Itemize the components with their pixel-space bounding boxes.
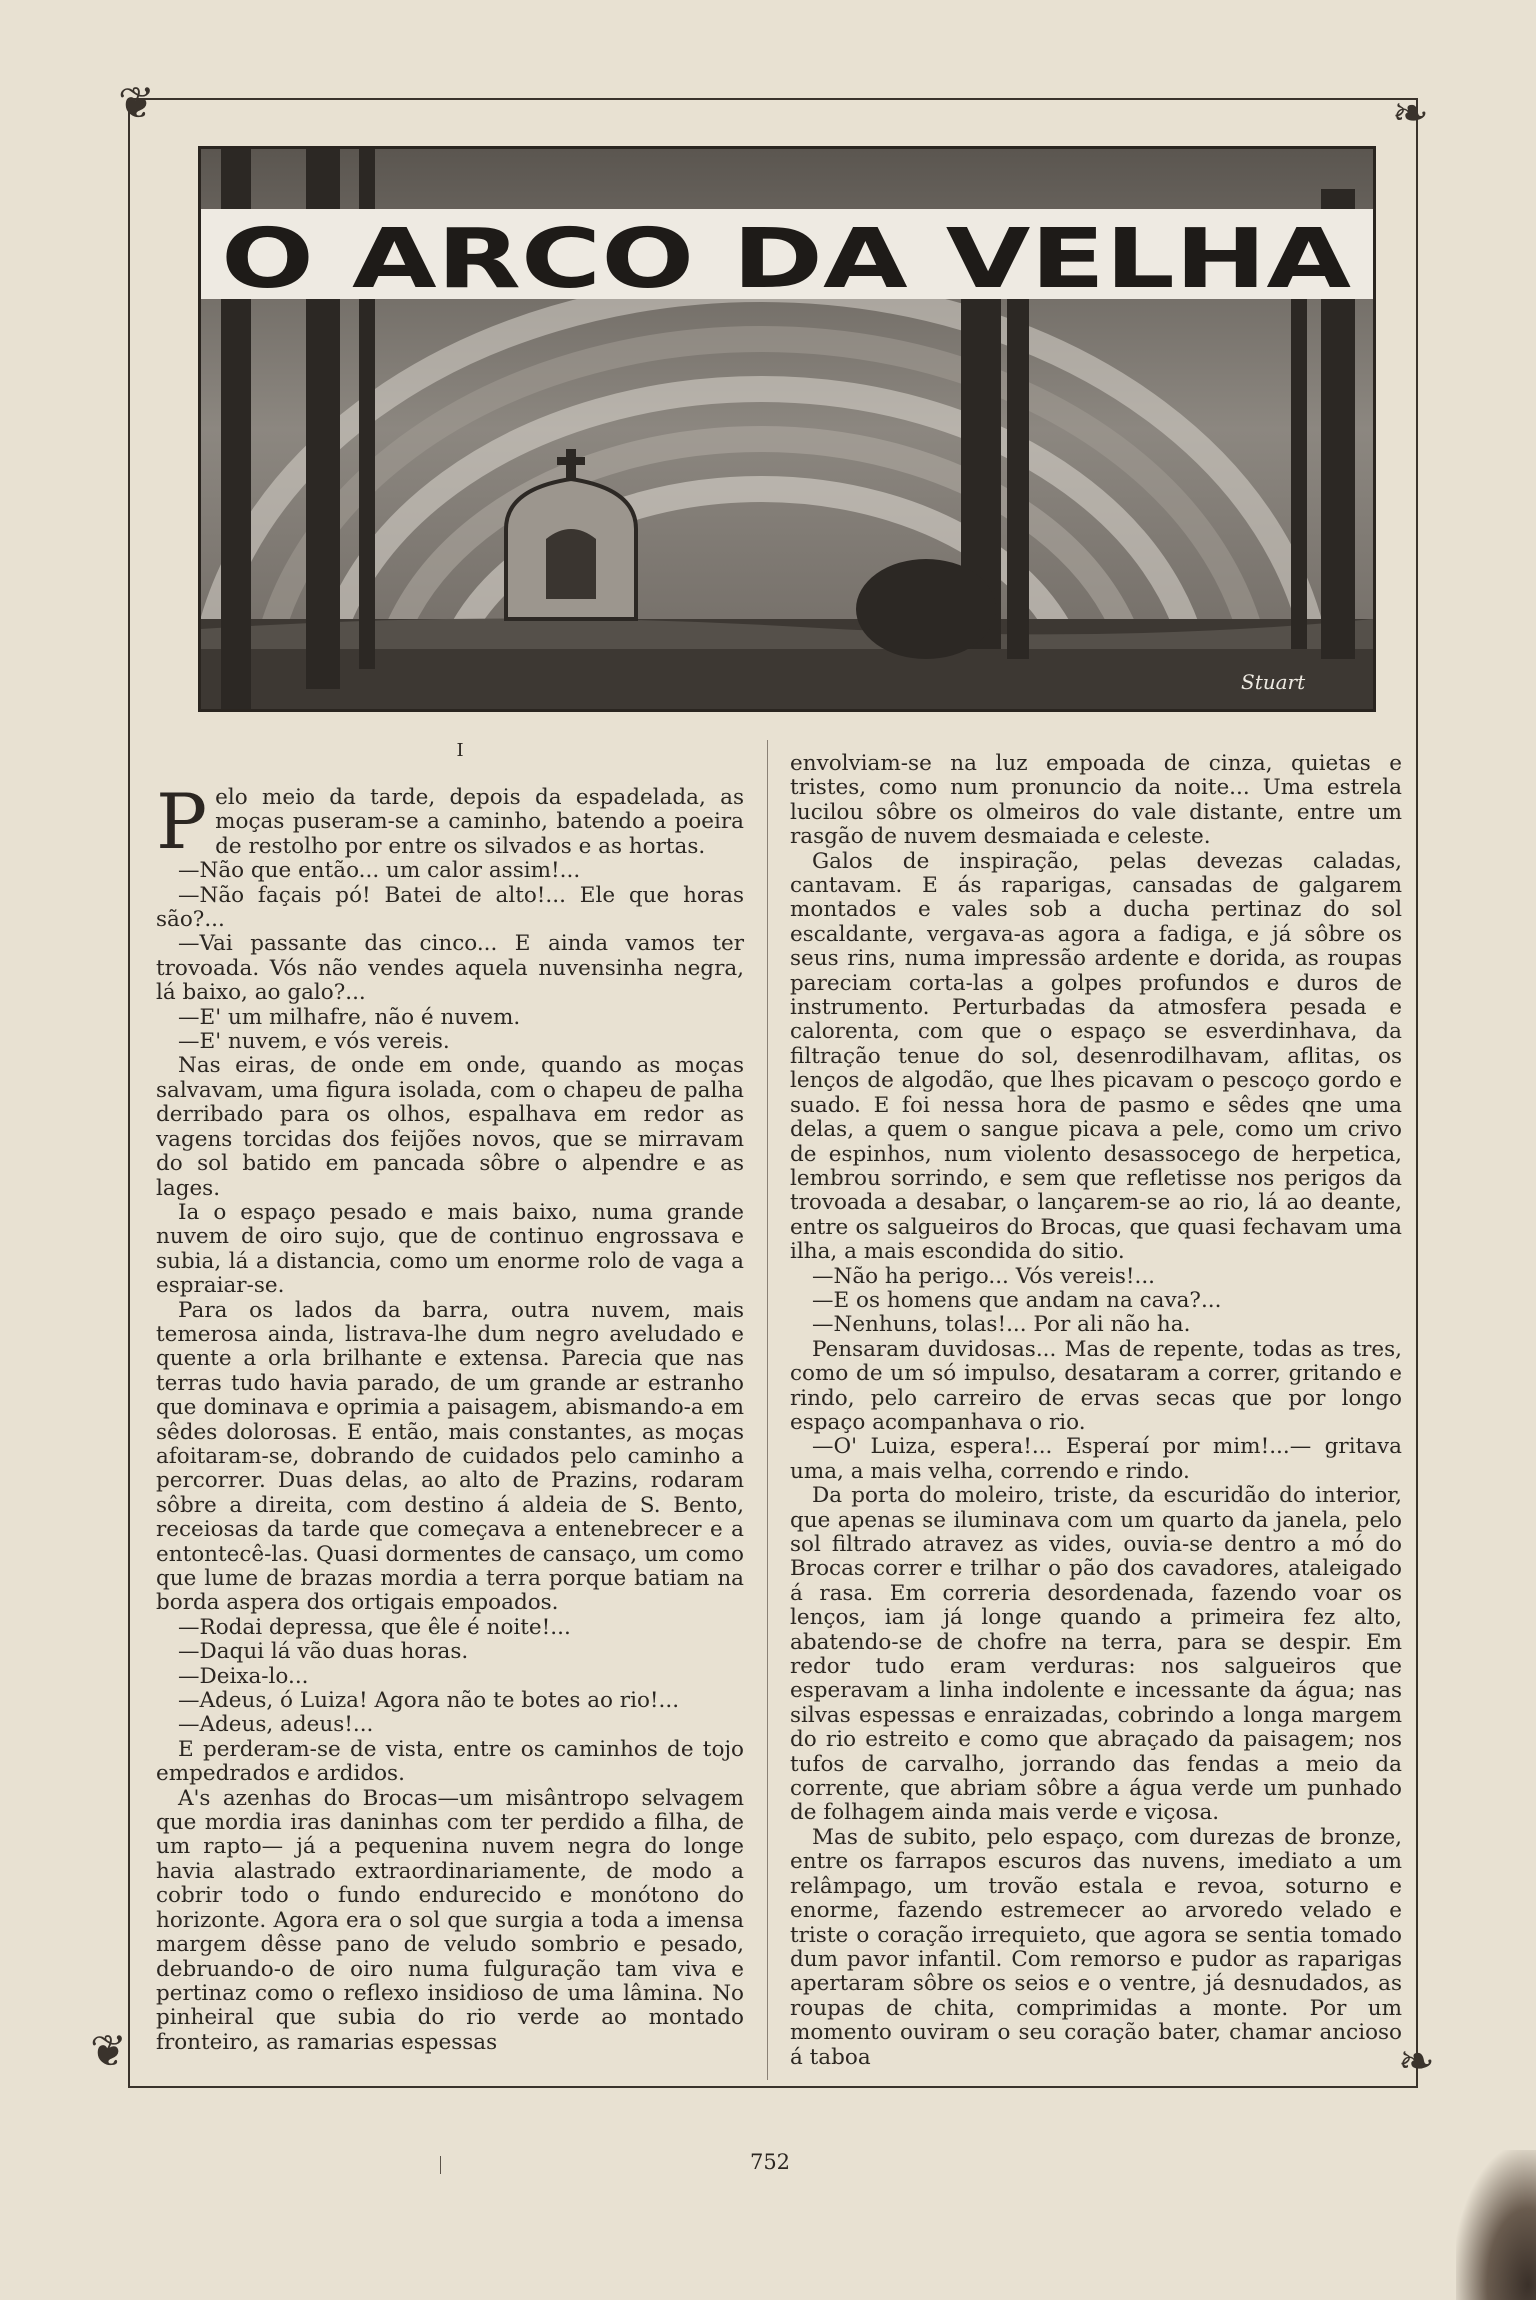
artist-signature: Stuart (1241, 670, 1306, 694)
paragraph: —E' nuvem, e vós vereis. (178, 1029, 450, 1055)
corner-ornament-top-right: ❧ (1392, 88, 1429, 139)
paragraph: Pensaram duvidosas... Mas de repente, todas as tres, como de um só impulso, desataram a correr, gritando e rindo, pelo carreiro de ervas secas que por longo espaço acompanhava o rio. (790, 1336, 1402, 1435)
corner-ornament-bottom-right: ❧ (1398, 2036, 1435, 2087)
paragraph: Para os lados da barra, outra nuvem, mais temerosa ainda, listrava-lhe dum negro aveludado e quente a orla brilhante e extensa. Parecia que nas terras tudo havia parado, de um grande ar estranho que dominava e oprimia a paisagem, abismando-a em sêdes dolorosas. E então, mais constantes, as moças afoitaram-se, dobrando de cuidados pelo caminho a percorrer. Duas delas, ao alto de Prazins, rodaram sôbre a direita, com destino á aldeia de S. Bento, receiosas da tarde que começava a entenebrecer e a entontecê-las. Quasi dormentes de cansaço, um como que lume de brazas mordia a terra porque batiam na borda aspera dos ortigais empoados. (156, 1297, 744, 1616)
section-number: I (456, 740, 464, 761)
paragraph: —E os homens que andam na cava?... (812, 1287, 1222, 1313)
paragraph: —Adeus, ó Luiza! Agora não te botes ao rio!... (178, 1688, 680, 1714)
paragraph: Pelo meio da tarde, depois da espadelada, as moças puseram-se a caminho, batendo a poeira de restolho por entre os silvados e as hortas. (156, 777, 744, 866)
drop-cap: P (156, 777, 208, 866)
paragraph: —Adeus, adeus!... (178, 1712, 374, 1738)
paragraph: A's azenhas do Brocas—um misântropo selvagem que mordia iras daninhas com ter perdido a filha, de um rapto— já a pequenina nuvem negra do longe havia alastrado extraordinariamente, de modo a cobrir todo o fundo endurecido e monótono do horizonte. Agora era o sol que surgia a toda a imensa margem dêsse pano de veludo sombrio e pesado, debruando-o de oiro numa fulguração tam viva e pertinaz como o reflexo insidioso de uma lâmina. No pinheiral que subia do rio verde ao montado fronteiro, as ramarias espessas (156, 1785, 744, 2055)
paragraph: Galos de inspiração, pelas devezas caladas, cantavam. E ás raparigas, cansadas de galgarem montados e vales sob a ducha pertinaz do sol escaldante, vergava-as agora a fadiga, e já sôbre os seus rins, numa impressão ardente e dorida, as roupas pareciam corta-las a golpes profundos e duros de instrumento. Perturbadas da atmosfera pesada e calorenta, com que o espaço se esverdinhava, da filtração tenue do sol, desenrodilhavam, aflitas, os lenços de algodão, que lhes picavam o pescoço gordo e suado. E foi nessa hora de pasmo e sêdes qne uma delas, a quem o sangue picava a pele, como um crivo de espinhos, num violento desassocego de herpetica, lembrou sorrindo, e sem que refletisse nos perigos da trovoada a desabar, o lançarem-se ao rio, lá ao deante, entre os salgueiros do Brocas, que quasi fechavam uma ilha, a mais escondida do sitio. (790, 848, 1402, 1265)
margin-mark (440, 2156, 441, 2174)
corner-ornament-top-left: ❦ (118, 78, 155, 129)
paragraph: envolviam-se na luz empoada de cinza, quietas e tristes, como num pronuncio da noite... Uma estrela lucilou sôbre os olmeiros do vale distante, entre um rasgão de nuvem desmaiada e celeste. (790, 751, 1402, 850)
right-column (790, 752, 1402, 2070)
paragraph: —Nenhuns, tolas!... Por ali não ha. (812, 1312, 1191, 1338)
paragraph: —Não façais pó! Batei de alto!... Ele que horas são?... (156, 882, 744, 933)
paper-stain (1456, 2150, 1536, 2300)
paragraph: —Deixa-lo... (178, 1663, 309, 1689)
paragraph: —O' Luiza, espera!... Esperaí por mim!...— gritava uma, a mais velha, correndo e rindo. (790, 1434, 1402, 1484)
paragraph: —Não que então... um calor assim!... (178, 858, 581, 884)
paragraph: Da porta do moleiro, triste, da escuridão do interior, que apenas se iluminava com um quarto da janela, pelo sol filtrado atravez as vides, ouvia-se dentro a mó do Brocas correr e trilhar o pão dos cavadores, ataleigado á rasa. Em correria desordenada, fazendo voar os lenços, iam já longe quando a primeira fez alto, abatendo-se de chofre na terra, para se despir. Em redor tudo eram verduras: nos salgueiros que esperavam a linha indolente e incessante da água; nas silvas espessas e enraizadas, cobrindo a longa margem do rio estreito e como que abraçado da paisagem; nos tufos de carvalho, jorrando das fendas a meio da corrente, que abriam sôbre a água verde um punhado de folhagem ainda mais verde e viçosa. (790, 1483, 1402, 1826)
left-column (156, 777, 744, 2055)
paragraph: —Vai passante das cinco... E ainda vamos ter trovoada. Vós não vendes aquela nuvensinha negra, lá baixo, ao galo?... (156, 931, 744, 1006)
paragraph: Nas eiras, de onde em onde, quando as moças salvavam, uma figura isolada, com o chapeu de palha derribado para os olhos, espalhava em redor as vagens torcidas dos feijões novos, que se mirravam do sol batido em pancada sôbre o alpendre e as lages. (156, 1053, 744, 1201)
header-illustration (198, 146, 1376, 712)
paragraph: —Rodai depressa, que êle é noite!... (178, 1614, 571, 1640)
paragraph: —Daqui lá vão duas horas. (178, 1639, 469, 1665)
illustration-title: O ARCO DA VELHA (221, 212, 1352, 307)
column-divider (767, 740, 768, 2080)
corner-ornament-bottom-left: ❦ (90, 2026, 127, 2077)
page-number: 752 (749, 2150, 791, 2174)
paragraph: —Não ha perigo... Vós vereis!... (812, 1263, 1156, 1289)
paragraph: E perderam-se de vista, entre os caminhos de tojo empedrados e ardidos. (156, 1736, 744, 1787)
paragraph: —E' um milhafre, não é nuvem. (178, 1004, 521, 1030)
paragraph: Ia o espaço pesado e mais baixo, numa grande nuvem de oiro sujo, que de continuo engrossava e subia, lá a distancia, como um enorme rolo de vaga a espraiar-se. (156, 1199, 744, 1299)
paragraph: Mas de subito, pelo espaço, com durezas de bronze, entre os farrapos escuros das nuvens, imediato a um relâmpago, um trovão estala e revoa, soturno e enorme, fazendo estremecer ao arvoredo velado e triste o coração irrequieto, que agora se sentia tomado dum pavor infantil. Com remorso e pudor as raparigas apertaram sôbre os seios e o ventre, já desnudados, as roupas de chita, comprimidas a monte. Por um momento ouviram o seu coração bater, chamar ancioso á taboa (790, 1824, 1402, 2070)
rainbow-chapel-illustration (201, 149, 1373, 709)
